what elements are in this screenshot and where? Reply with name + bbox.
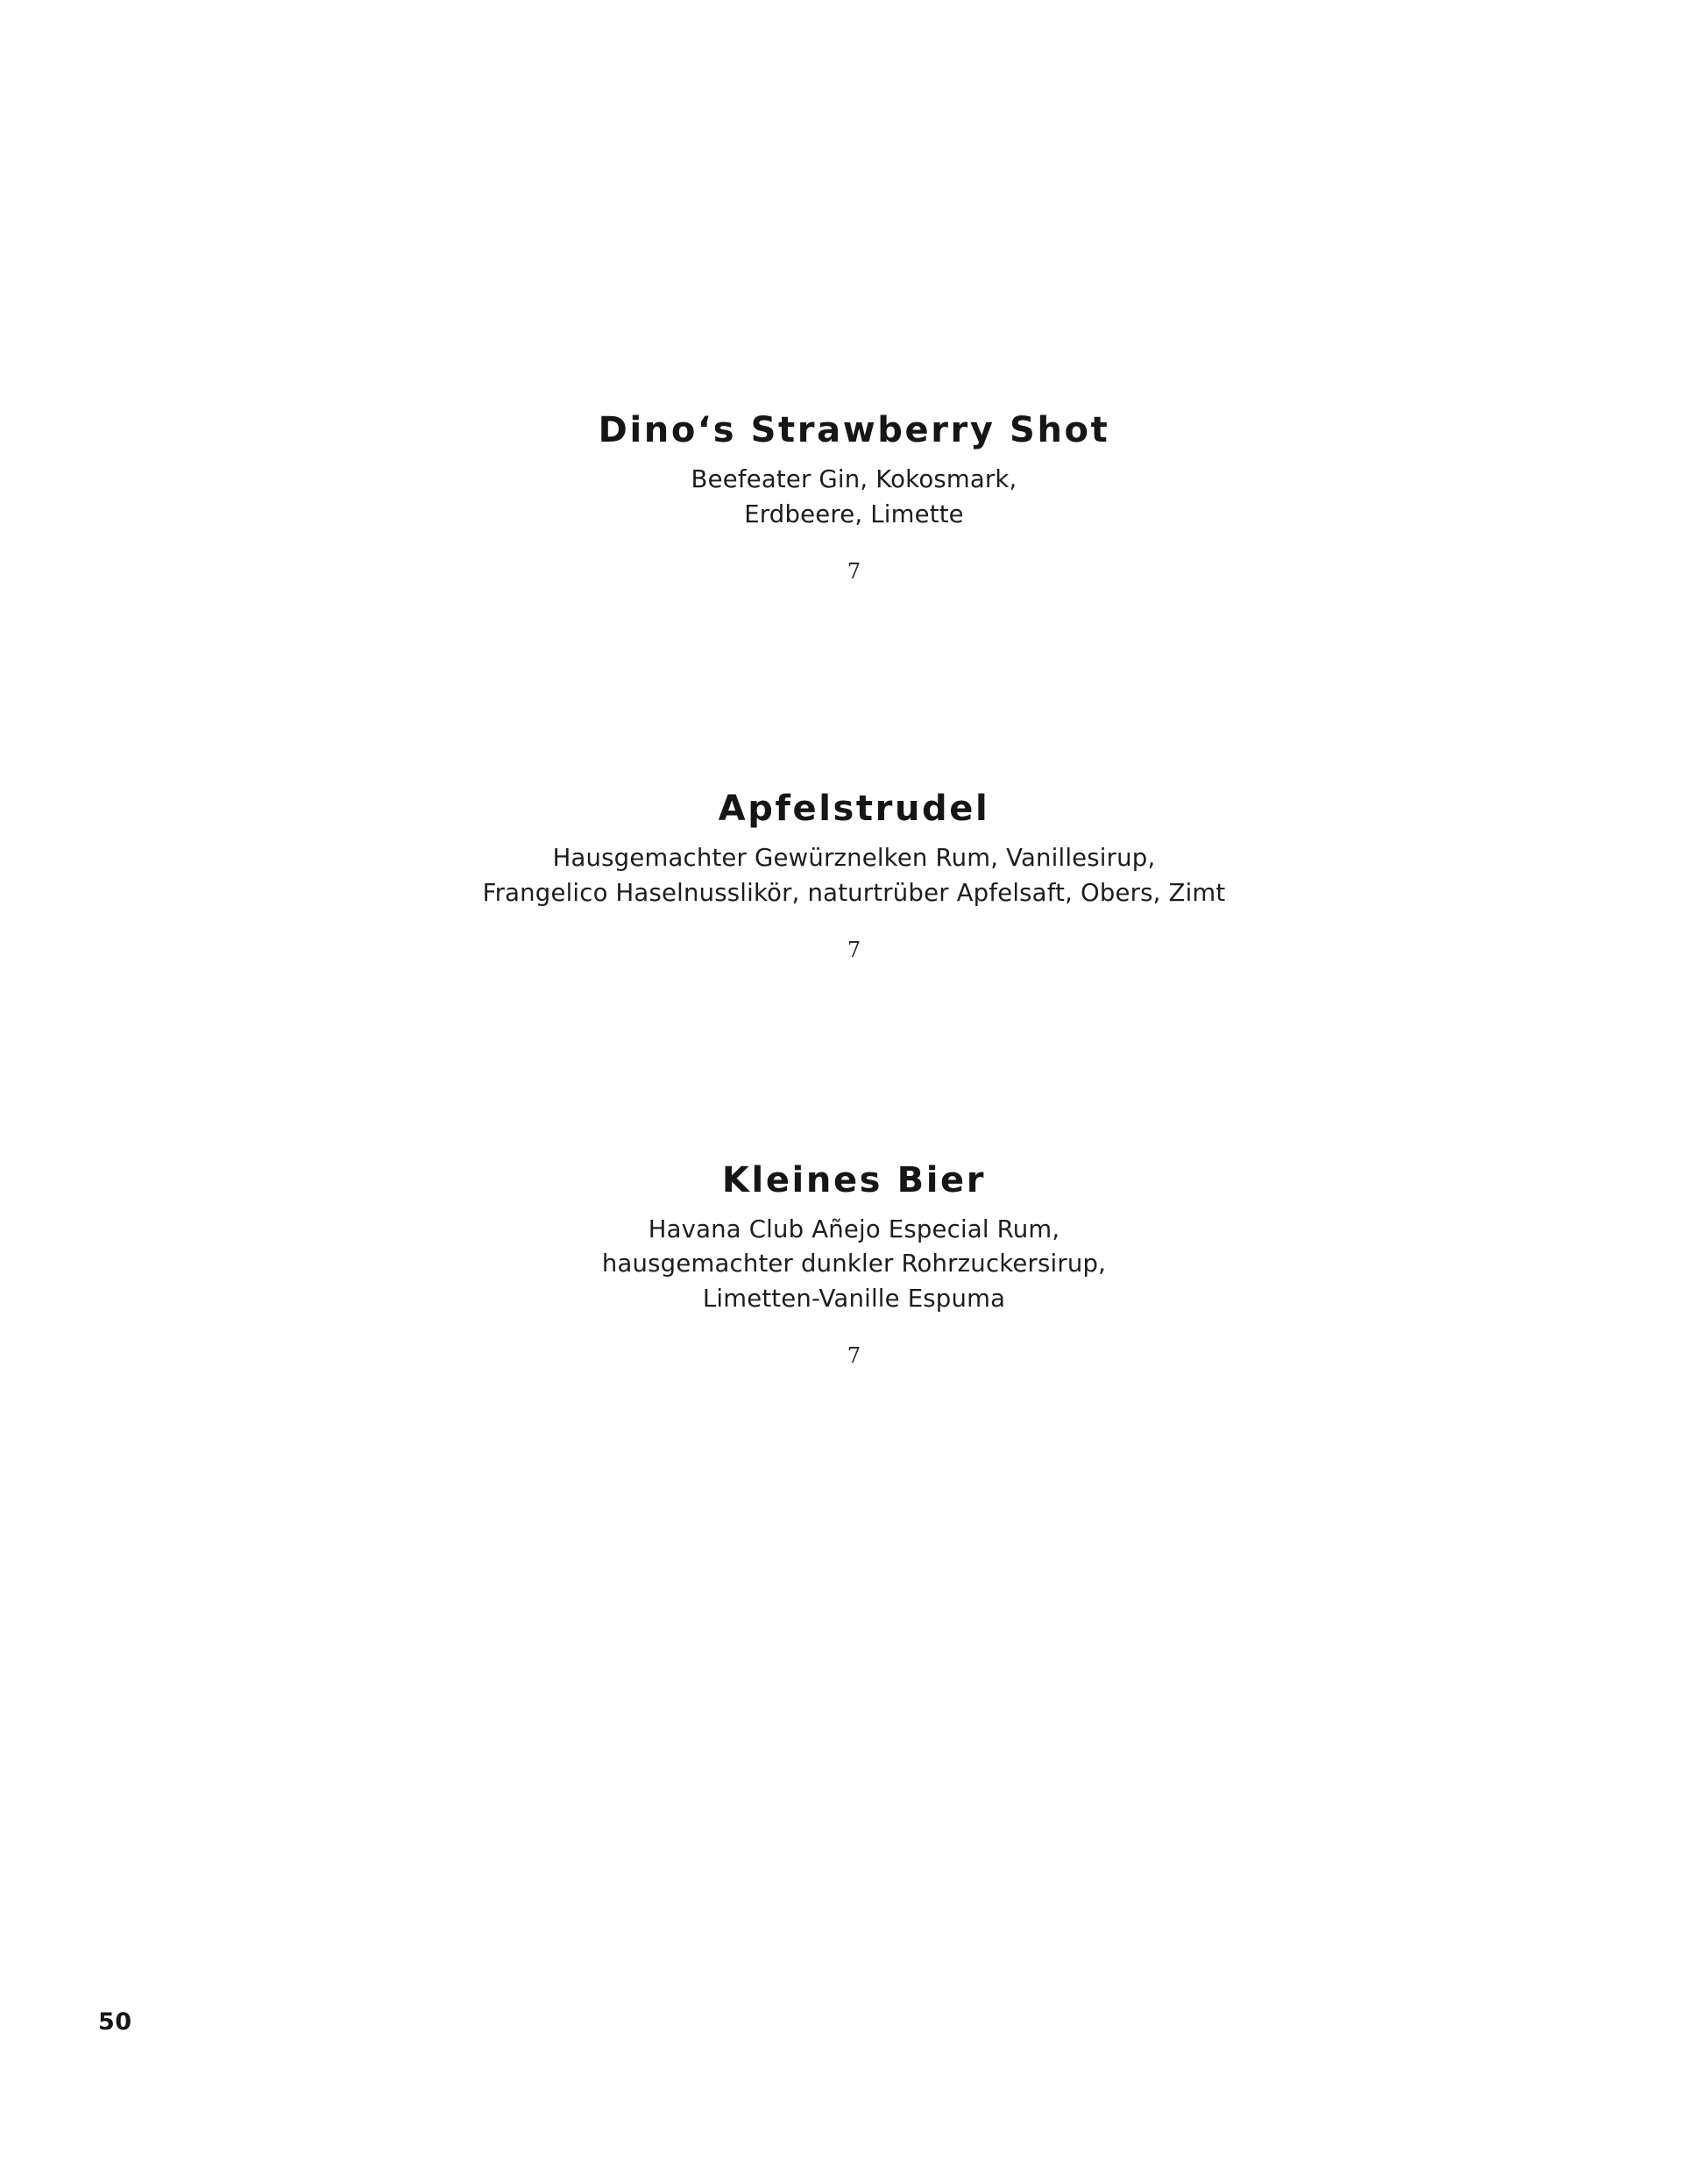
menu-item-name: Dino‘s Strawberry Shot: [598, 410, 1110, 450]
page-number: 50: [98, 2008, 132, 2036]
menu-item-description: [0, 841, 1708, 911]
menu-item-name: Apfelstrudel: [718, 788, 990, 829]
menu-item-description-line: Frangelico Haselnusslikör, naturtrüber Apfelsaft, Obers, Zimt: [482, 878, 1226, 907]
menu-item-price: 7: [847, 937, 861, 962]
menu-item-description-line: Limetten-Vanille Espuma: [702, 1285, 1006, 1314]
menu-item-description-line: Beefeater Gin, Kokosmark,: [691, 465, 1017, 493]
menu-item-description: [0, 463, 1708, 533]
menu-item: [0, 789, 1708, 960]
menu-item: [0, 410, 1708, 582]
menu-item-description-line: hausgemachter dunkler Rohrzuckersirup,: [601, 1250, 1107, 1278]
section-spacer: [0, 582, 1708, 789]
menu-item-description: [0, 1213, 1708, 1318]
menu-item-price: 7: [847, 1343, 861, 1369]
menu-item: [0, 1160, 1708, 1367]
section-spacer: [0, 960, 1708, 1160]
menu-item-description-line: Erdbeere, Limette: [744, 499, 964, 528]
menu-item-description-line: Hausgemachter Gewürznelken Rum, Vanillesirup,: [552, 843, 1156, 872]
menu-item-name: Kleines Bier: [721, 1159, 987, 1200]
menu-item-price: 7: [847, 558, 861, 584]
menu-item-description-line: Havana Club Añejo Especial Rum,: [648, 1214, 1060, 1243]
